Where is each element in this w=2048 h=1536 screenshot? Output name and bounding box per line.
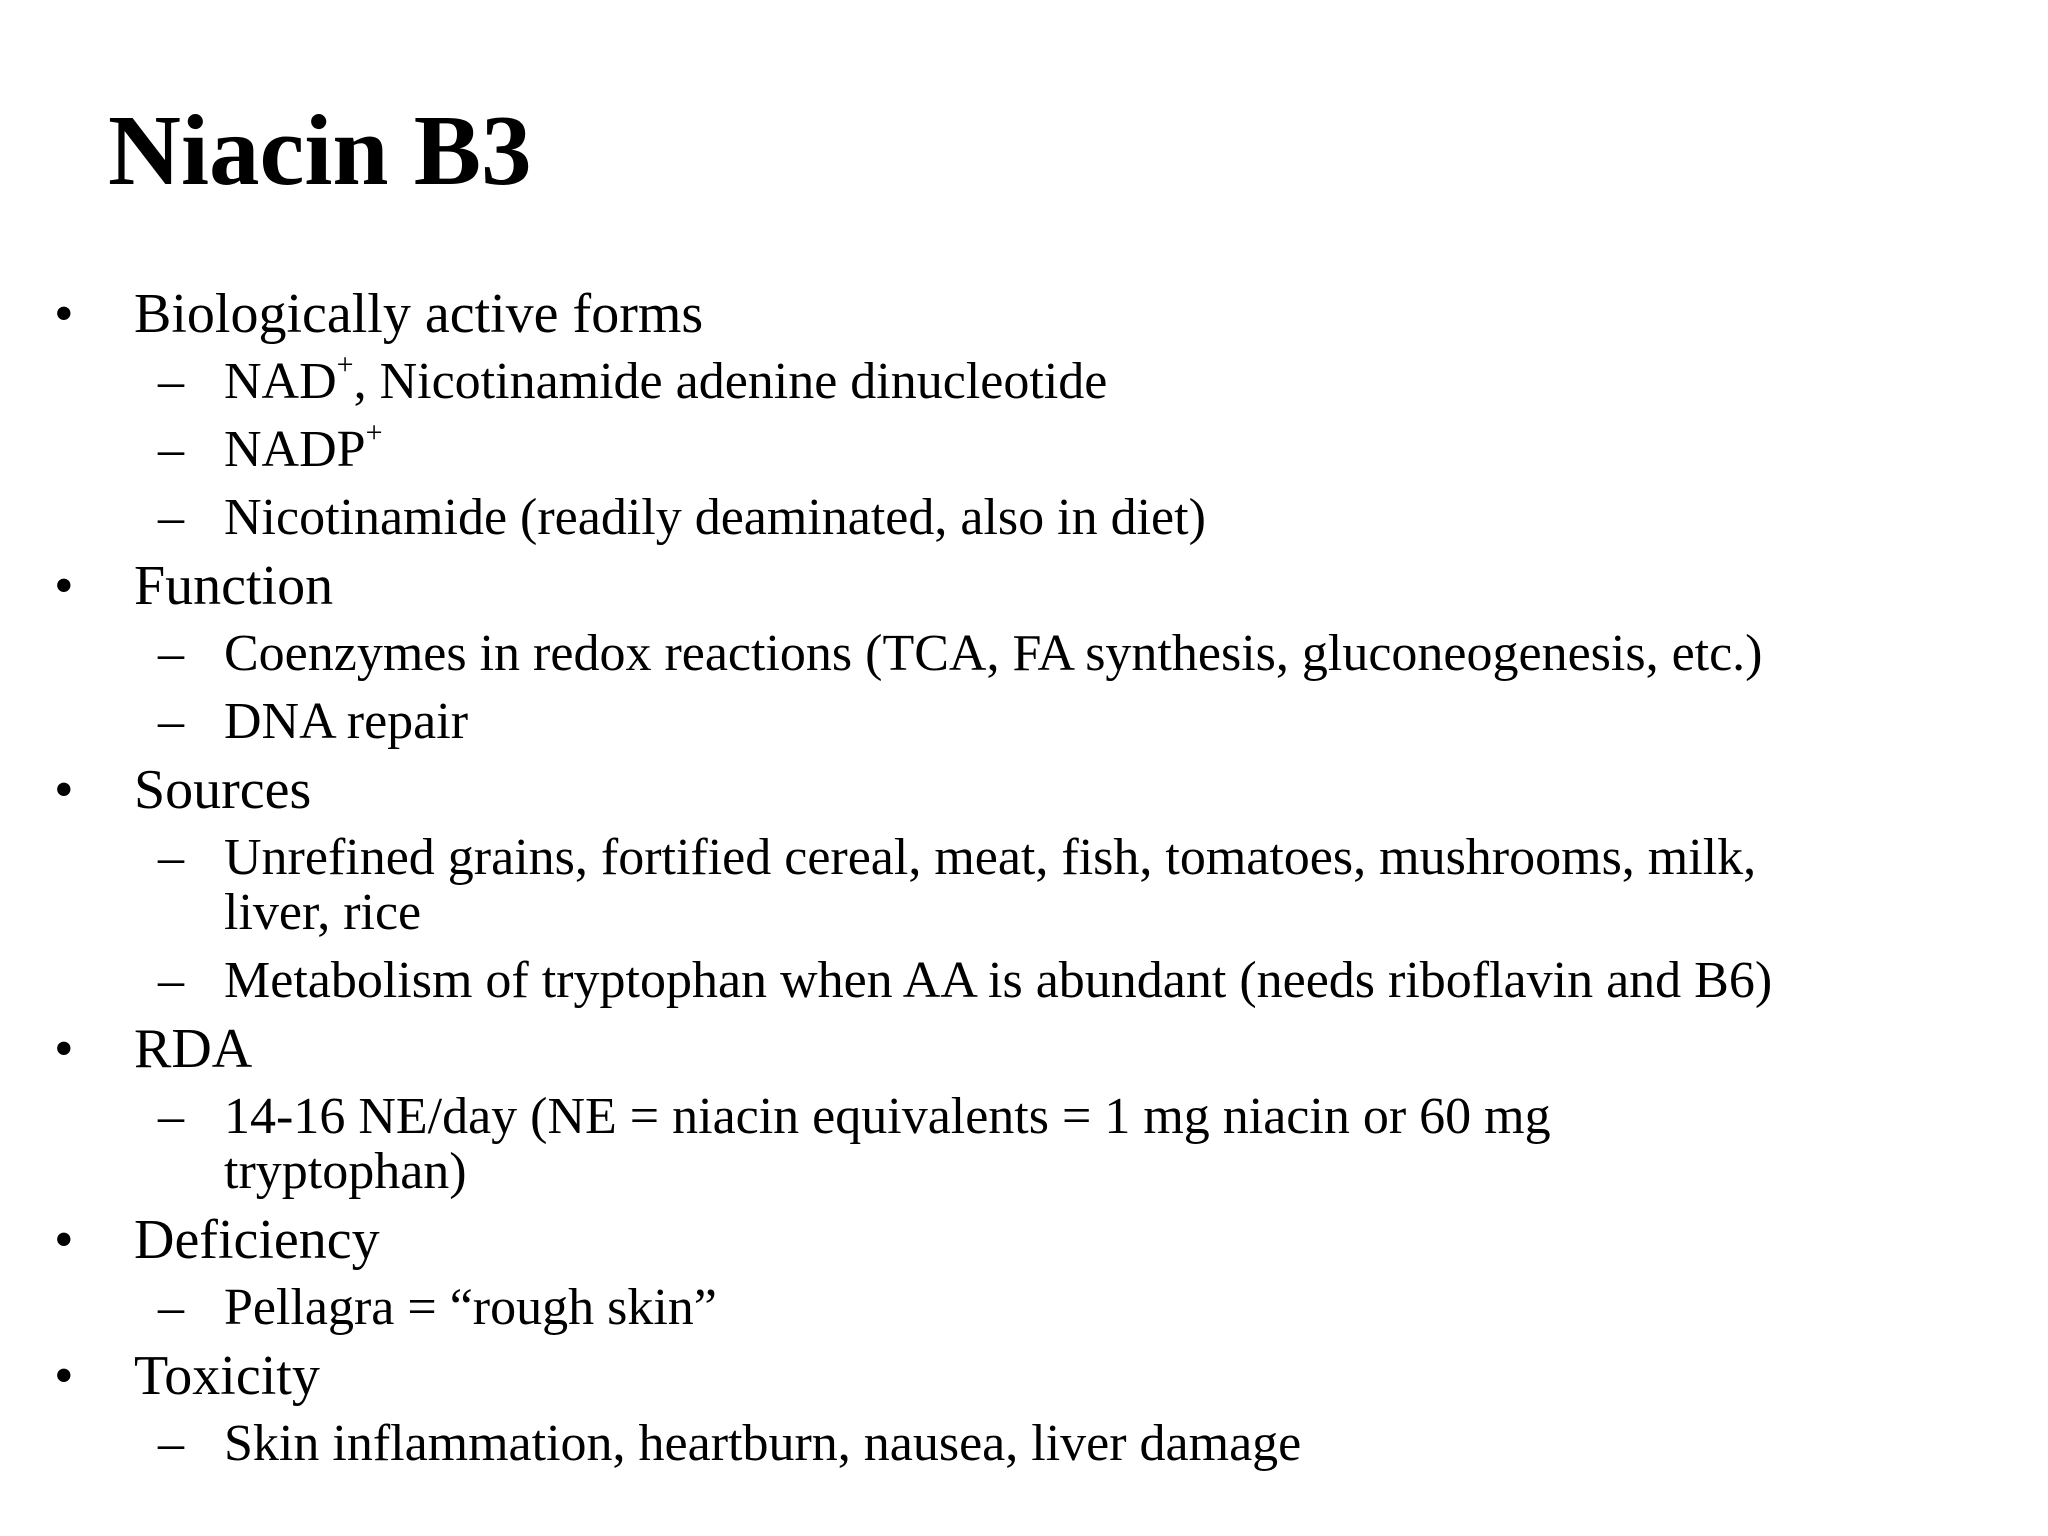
bullet-deficiency xyxy=(0,1206,2048,1274)
sub-bullet-nicotinamide xyxy=(0,484,2048,552)
bullet-dot-icon: • xyxy=(54,555,74,617)
dash-icon: – xyxy=(158,1088,184,1145)
bullet-biologically-active-forms xyxy=(0,280,2048,348)
sub-bullet-text-line-2: tryptophan) xyxy=(224,1143,467,1200)
bullet-dot-icon: • xyxy=(54,1345,74,1407)
sub-bullet-pellagra xyxy=(0,1274,2048,1342)
sub-bullet-unrefined-grains xyxy=(0,824,2048,947)
sub-bullet-text-line-1: Unrefined grains, fortified cereal, meat, fish, tomatoes, mushrooms, milk, xyxy=(224,829,1757,886)
bullet-sources xyxy=(0,756,2048,824)
sub-bullet-text: Pellagra = “rough skin” xyxy=(224,1279,717,1336)
dash-icon: – xyxy=(158,829,184,886)
bullet-toxicity xyxy=(0,1342,2048,1410)
bullet-heading: Function xyxy=(134,555,334,617)
bullet-list xyxy=(0,280,2048,1478)
sub-bullet-text: Skin inflammation, heartburn, nausea, liver damage xyxy=(224,1415,1302,1472)
bullet-heading: Sources xyxy=(134,759,312,821)
bullet-heading: Deficiency xyxy=(134,1209,380,1271)
sub-bullet-text: NADP xyxy=(224,421,366,478)
bullet-dot-icon: • xyxy=(54,283,74,345)
superscript-plus: + xyxy=(336,348,354,381)
bullet-dot-icon: • xyxy=(54,1018,74,1080)
sub-bullet-dna-repair xyxy=(0,688,2048,756)
dash-icon: – xyxy=(158,353,184,410)
bullet-dot-icon: • xyxy=(54,759,74,821)
dash-icon: – xyxy=(158,489,184,546)
superscript-plus: + xyxy=(365,416,383,449)
sub-bullet-skin-inflammation xyxy=(0,1410,2048,1478)
dash-icon: – xyxy=(158,1279,184,1336)
sub-bullet-text-line-2: liver, rice xyxy=(224,884,422,941)
bullet-heading: RDA xyxy=(134,1018,253,1080)
sub-bullet-text: NAD xyxy=(224,353,337,410)
sub-bullet-ne-per-day xyxy=(0,1083,2048,1206)
sub-bullet-text: Coenzymes in redox reactions (TCA, FA synthesis, gluconeogenesis, etc.) xyxy=(224,625,1763,682)
sub-bullet-text: Metabolism of tryptophan when AA is abundant (needs riboflavin and B6) xyxy=(224,952,1773,1009)
dash-icon: – xyxy=(158,1415,184,1472)
bullet-dot-icon: • xyxy=(54,1209,74,1271)
sub-bullet-tryptophan-metabolism xyxy=(0,947,2048,1015)
sub-bullet-nadp xyxy=(0,416,2048,484)
dash-icon: – xyxy=(158,625,184,682)
dash-icon: – xyxy=(158,693,184,750)
sub-bullet-nad xyxy=(0,348,2048,416)
bullet-rda xyxy=(0,1015,2048,1083)
sub-bullet-text-line-1: 14-16 NE/day (NE = niacin equivalents = 1 mg niacin or 60 mg xyxy=(224,1088,1551,1145)
sub-bullet-text-tail: , Nicotinamide adenine dinucleotide xyxy=(353,353,1108,410)
dash-icon: – xyxy=(158,952,184,1009)
slide-title: Niacin B3 xyxy=(108,94,532,206)
sub-bullet-text: DNA repair xyxy=(224,693,469,750)
bullet-heading: Toxicity xyxy=(134,1345,320,1407)
dash-icon: – xyxy=(158,421,184,478)
sub-bullet-text: Nicotinamide (readily deaminated, also in diet) xyxy=(224,489,1206,546)
sub-bullet-coenzymes xyxy=(0,620,2048,688)
bullet-function xyxy=(0,552,2048,620)
bullet-heading: Biologically active forms xyxy=(134,283,704,345)
